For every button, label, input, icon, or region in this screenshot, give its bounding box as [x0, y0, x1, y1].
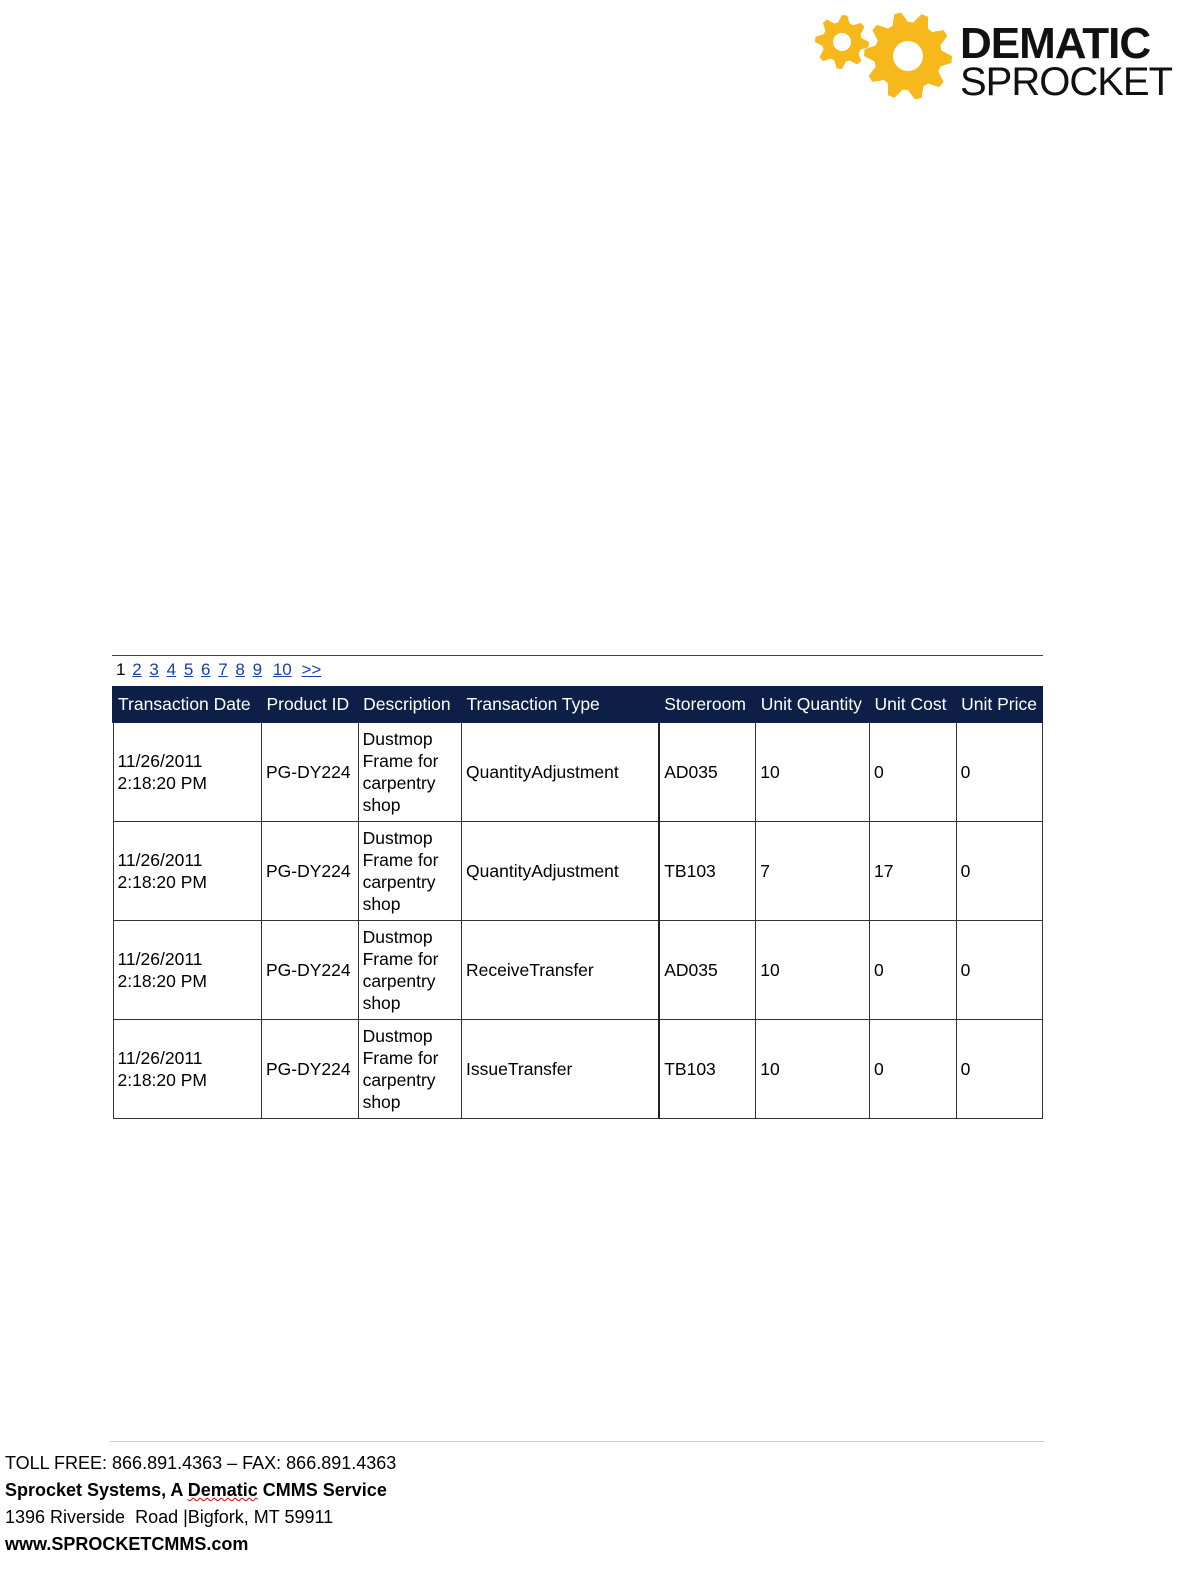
pagination-current-page: 1	[116, 660, 126, 679]
time-text: 2:18:20 PM	[117, 872, 207, 892]
pagination-link-7[interactable]: 7	[218, 660, 228, 679]
cell-storeroom: AD035	[659, 722, 756, 822]
cell-product-id: PG-DY224	[261, 722, 358, 822]
cell-description: Dustmop Frame for carpentry shop	[358, 722, 461, 822]
transactions-table	[112, 686, 1043, 1119]
time-text: 2:18:20 PM	[117, 971, 207, 991]
cell-description: Dustmop Frame for carpentry shop	[358, 822, 461, 921]
cell-unit-price: 0	[956, 1020, 1042, 1119]
footer-company-line	[5, 1477, 396, 1504]
cell-product-id: PG-DY224	[261, 822, 358, 921]
cell-storeroom: TB103	[659, 1020, 756, 1119]
pagination-link-3[interactable]: 3	[149, 660, 159, 679]
pagination-link-8[interactable]: 8	[235, 660, 245, 679]
cell-unit-quantity: 7	[756, 822, 870, 921]
date-text: 11/26/2011	[117, 949, 203, 969]
cell-unit-price: 0	[956, 722, 1042, 822]
pagination-link-9[interactable]: 9	[252, 660, 263, 679]
cell-storeroom: TB103	[659, 822, 756, 921]
company-logo	[812, 8, 1182, 108]
cell-unit-price: 0	[956, 822, 1042, 921]
table-row	[113, 822, 1042, 921]
cell-description: Dustmop Frame for carpentry shop	[358, 921, 461, 1020]
pagination-link-5[interactable]: 5	[183, 660, 194, 679]
column-header-storeroom[interactable]: Storeroom	[659, 687, 756, 722]
date-text: 11/26/2011	[117, 1048, 203, 1068]
cell-unit-quantity: 10	[756, 722, 870, 822]
footer-contact	[5, 1450, 396, 1558]
cell-unit-quantity: 10	[756, 1020, 870, 1119]
cell-unit-cost: 0	[870, 1020, 957, 1119]
footer-phone-line: TOLL FREE: 866.891.4363 – FAX: 866.891.4363	[5, 1453, 397, 1473]
footer-rule	[110, 1441, 1044, 1442]
footer-company-suffix: CMMS Service	[257, 1480, 387, 1500]
cell-storeroom: AD035	[659, 921, 756, 1020]
cell-transaction-date	[113, 1020, 261, 1119]
cell-unit-cost: 0	[870, 722, 957, 822]
pagination-next-link[interactable]: >>	[301, 660, 322, 679]
cell-unit-price: 0	[956, 921, 1042, 1020]
pagination-link-4[interactable]: 4	[166, 660, 177, 679]
cell-product-id: PG-DY224	[261, 1020, 358, 1119]
cell-transaction-date	[113, 921, 261, 1020]
table-header-row	[113, 687, 1042, 722]
cell-transaction-type: ReceiveTransfer	[462, 921, 660, 1020]
pagination-link-6[interactable]: 6	[201, 660, 211, 679]
footer-company-prefix: Sprocket Systems, A	[5, 1480, 188, 1500]
column-header-product-id[interactable]: Product ID	[261, 687, 358, 722]
cell-transaction-date	[113, 722, 261, 822]
footer-address: 1396 Riverside Road |Bigfork, MT 59911	[5, 1507, 334, 1527]
column-header-description[interactable]: Description	[358, 687, 461, 722]
cell-unit-cost: 17	[870, 822, 957, 921]
pagination-link-2[interactable]: 2	[132, 660, 142, 679]
cell-unit-cost: 0	[870, 921, 957, 1020]
cell-transaction-type: QuantityAdjustment	[462, 722, 660, 822]
time-text: 2:18:20 PM	[117, 1070, 207, 1090]
footer-website-link[interactable]: www.SPROCKETCMMS.com	[5, 1534, 249, 1554]
table-top-rule	[112, 655, 1043, 656]
cell-unit-quantity: 10	[756, 921, 870, 1020]
time-text: 2:18:20 PM	[117, 773, 207, 793]
table-row	[113, 722, 1042, 822]
cell-product-id: PG-DY224	[261, 921, 358, 1020]
column-header-transaction-type[interactable]: Transaction Type	[462, 687, 660, 722]
column-header-unit-cost[interactable]: Unit Cost	[870, 687, 957, 722]
cell-transaction-type: QuantityAdjustment	[462, 822, 660, 921]
pagination-link-10[interactable]: 10	[272, 660, 292, 679]
date-text: 11/26/2011	[117, 751, 203, 771]
table-row	[113, 921, 1042, 1020]
gear-icon	[812, 8, 962, 108]
column-header-unit-quantity[interactable]: Unit Quantity	[756, 687, 870, 722]
pagination	[116, 660, 321, 680]
logo-text-sprocket: SPROCKET	[960, 60, 1173, 104]
column-header-transaction-date[interactable]: Transaction Date	[113, 687, 261, 722]
cell-transaction-type: IssueTransfer	[462, 1020, 660, 1119]
table-row	[113, 1020, 1042, 1119]
cell-transaction-date	[113, 822, 261, 921]
cell-description: Dustmop Frame for carpentry shop	[358, 1020, 461, 1119]
logo-text-dematic: DEMATIC	[960, 19, 1151, 68]
column-header-unit-price[interactable]: Unit Price	[956, 687, 1042, 722]
date-text: 11/26/2011	[117, 850, 203, 870]
footer-company-brand: Dematic	[187, 1480, 258, 1500]
